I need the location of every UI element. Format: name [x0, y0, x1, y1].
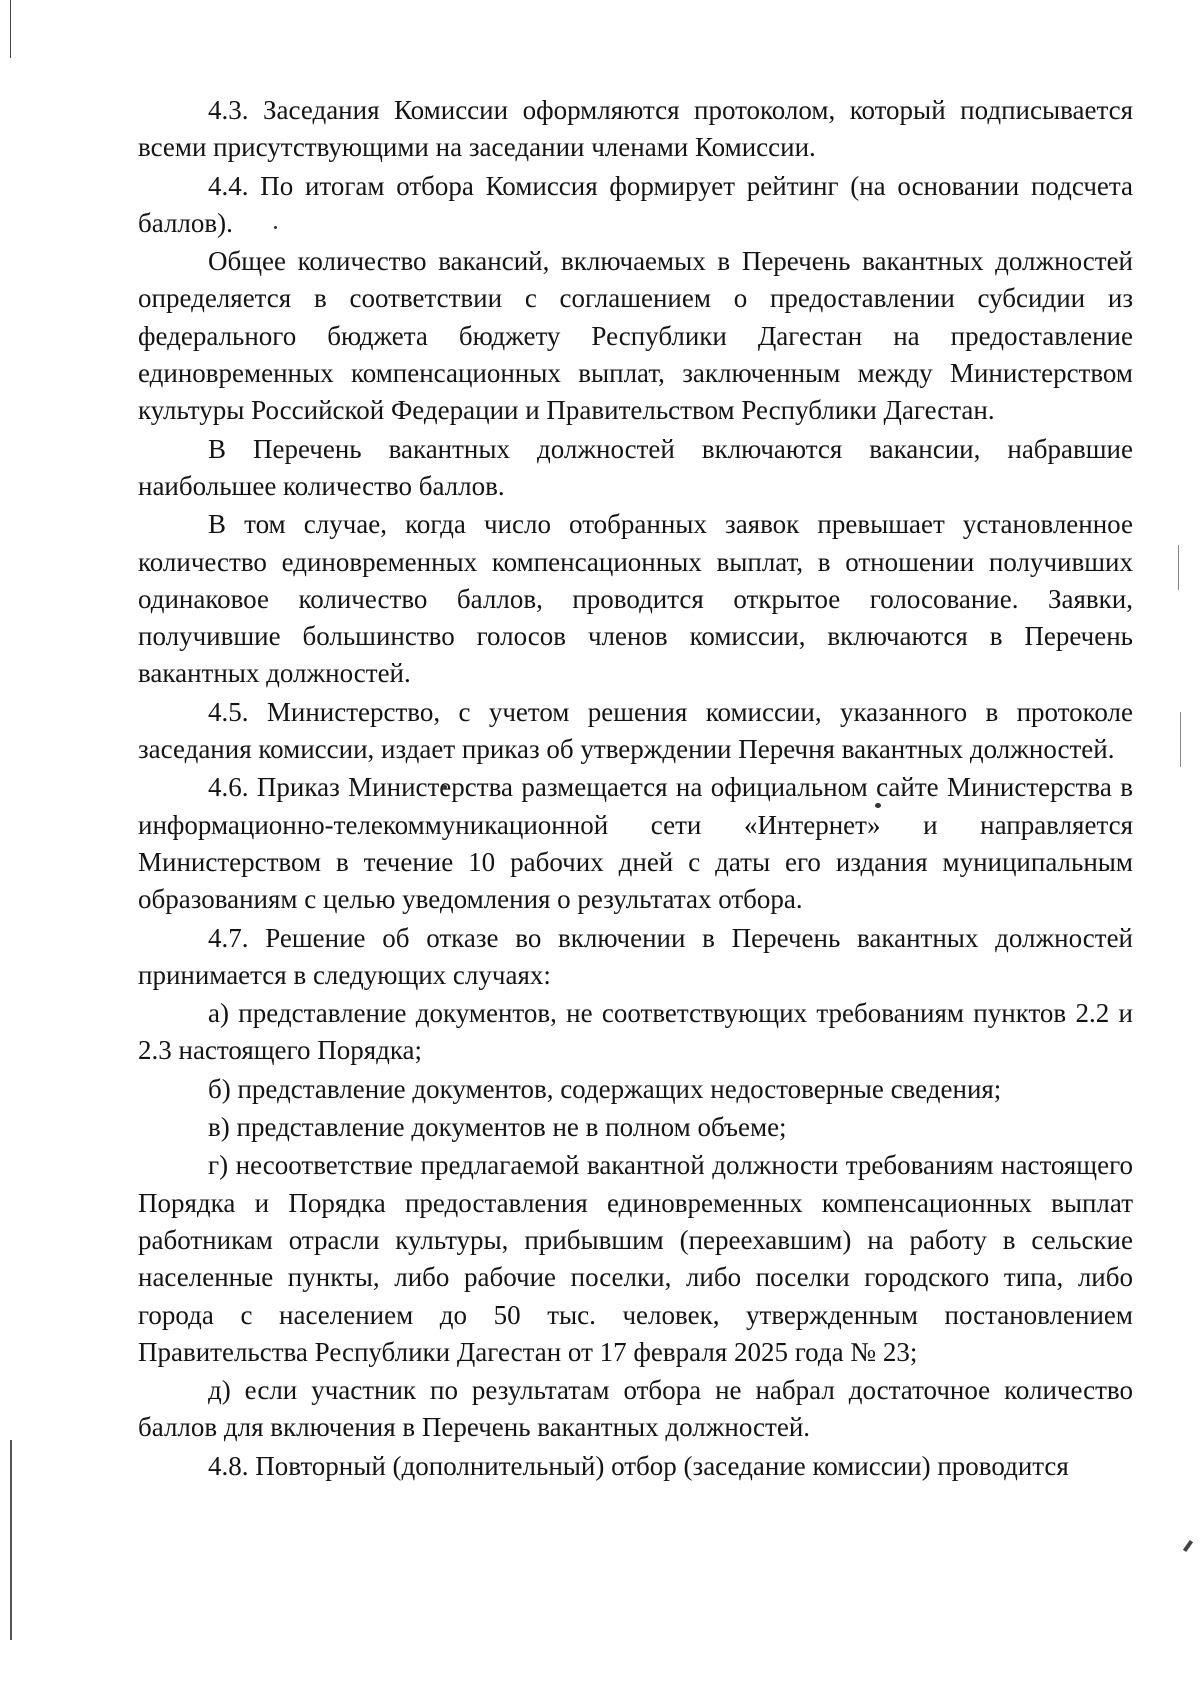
paragraph: 4.3. Заседания Комиссии оформляются протоколом, который подписывается всеми присутствующими на заседании членами Комиссии. — [138, 95, 1133, 163]
paragraph: Общее количество вакансий, включаемых в Перечень вакантных должностей определяется в соответствии с соглашением о предоставлении субсидии из федерального бюджета бюджету Республики Дагестан на предоставление единовременных компенсационных выплат, заключенным между Министерством культуры Российской Федерации и Правительством Республики Дагестан. — [138, 246, 1133, 426]
paragraph: 4.7. Решение об отказе во включении в Перечень вакантных должностей принимается в следующих случаях: — [138, 922, 1133, 990]
paragraph: В том случае, когда число отобранных заявок превышает установленное количество единовременных компенсационных выплат, в отношении получивших одинаковое количество баллов, проводится открытое голосование. Заявки, получившие большинство голосов членов комиссии, включаются в Перечень вакантных должностей. — [138, 509, 1133, 689]
paragraph: В Перечень вакантных должностей включаются вакансии, набравшие наибольшее количество баллов. — [138, 433, 1133, 501]
paragraph: 4.4. По итогам отбора Комиссия формирует рейтинг (на основании подсчета баллов). — [138, 170, 1133, 238]
paragraph: 4.5. Министерство, с учетом решения комиссии, указанного в протоколе заседания комиссии, издает приказ об утверждении Перечня вакантных должностей. — [138, 696, 1133, 765]
list-item: б) представление документов, содержащих недостоверные сведения; — [208, 1073, 1002, 1104]
scan-edge-mark — [1178, 545, 1179, 590]
paragraph: 4.8. Повторный (дополнительный) отбор (заседание комиссии) проводится — [208, 1450, 1069, 1481]
list-item: в) представление документов не в полном объеме; — [208, 1112, 787, 1143]
scan-edge-mark — [10, 0, 11, 58]
list-item: д) если участник по результатам отбора не набрал достаточное количество баллов для включения в Перечень вакантных должностей. — [138, 1375, 1133, 1443]
list-item: а) представление документов, не соответствующих требованиям пунктов 2.2 и 2.3 настоящего Порядка; — [138, 998, 1133, 1066]
scan-edge-mark — [1180, 712, 1181, 767]
document-page — [138, 92, 1133, 1485]
scan-edge-mark — [10, 1440, 12, 1640]
paragraph: 4.6. Приказ Министерства размещается на официальном сайте Министерства в информационно-телекоммуникационной сети «Интернет» и направляется Министерством в течение 10 рабочих дней с даты его издания муниципальным образованиям с целью уведомления о результатах отбора. — [138, 772, 1133, 915]
list-item: г) несоответствие предлагаемой вакантной должности требованиям настоящего Порядка и Порядка предоставления единовременных компенсационных выплат работникам отрасли культуры, прибывшим (переехавшим) на работу в сельские населенные пункты, либо рабочие поселки, либо поселки городского типа, либо города с населением до 50 тыс. человек, утвержденным постановлением Правительства Республики Дагестан от 17 февраля 2025 года № 23; — [138, 1150, 1133, 1367]
scan-edge-mark — [1183, 1540, 1193, 1552]
